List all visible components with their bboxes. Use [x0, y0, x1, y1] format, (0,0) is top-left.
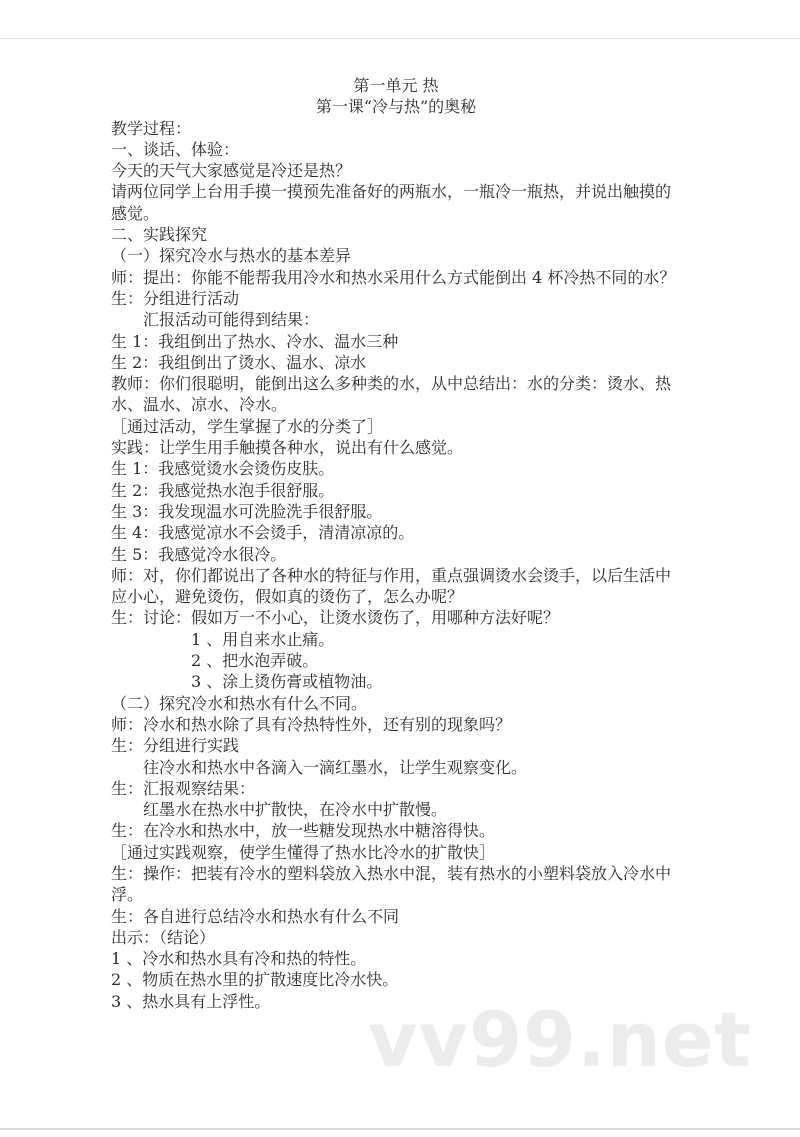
paragraph-line: 生：操作：把装有冷水的塑料袋放入热水中混，装有热水的小塑料袋放入冷水中 [111, 863, 672, 883]
paragraph-line: 生 1：我组倒出了热水、冷水、温水三种 [111, 331, 399, 351]
paragraph-line: 生：分组进行实践 [111, 736, 240, 756]
list-item: 2 、把水泡弄破。 [191, 651, 319, 671]
paragraph-line: 生：分组进行活动 [111, 288, 240, 308]
list-item: 3 、涂上烫伤膏或植物油。 [191, 672, 383, 692]
subsection-heading: （一）探究冷水与热水的基本差异 [111, 246, 352, 266]
paragraph-line: 今天的天气大家感觉是冷还是热？ [111, 161, 352, 181]
paragraph-line: 生 2：我感觉热水泡手很舒服。 [111, 480, 335, 500]
note-line: ［通过活动，学生掌握了水的分类了］ [111, 416, 384, 436]
paragraph-line: 生：在冷水和热水中，放一些糖发现热水中糖溶得快。 [111, 821, 496, 841]
paragraph-line: 汇报活动可能得到结果： [143, 310, 320, 330]
paragraph-line: 生 4：我感觉凉水不会烫手，清清凉凉的。 [111, 523, 415, 543]
paragraph-line: 应小心，避免烫伤，假如真的烫伤了，怎么办呢？ [111, 587, 464, 607]
paragraph-line: 感觉。 [111, 203, 160, 223]
page-bottom-border [0, 1128, 800, 1130]
conclusion-item: 2 、物质在热水里的扩散速度比冷水快。 [111, 970, 399, 990]
paragraph-line: 生：讨论：假如万一不小心，让烫水烫伤了，用哪种方法好呢？ [111, 608, 560, 628]
paragraph-line: 生 1：我感觉烫水会烫伤皮肤。 [111, 459, 335, 479]
note-line: ［通过实践观察，使学生懂得了热水比冷水的扩散快］ [111, 842, 496, 862]
paragraph-line: 生 3：我发现温水可洗脸洗手很舒服。 [111, 501, 383, 521]
page-top-border [0, 38, 800, 39]
paragraph-line: 生：各自进行总结冷水和热水有什么不同 [111, 906, 400, 926]
list-item: 1 、用自来水止痛。 [191, 629, 335, 649]
paragraph-line: 教师：你们很聪明，能倒出这么多种类的水，从中总结出：水的分类：烫水、热 [111, 374, 672, 394]
conclusion-item: 3 、热水具有上浮性。 [111, 991, 271, 1011]
paragraph-line: 生：汇报观察结果： [111, 778, 256, 798]
paragraph-line: 浮。 [111, 885, 144, 905]
paragraph-line: 生 5：我感觉冷水很冷。 [111, 544, 287, 564]
paragraph-line: 教学过程： [111, 118, 192, 138]
paragraph-line: 请两位同学上台用手摸一摸预先准备好的两瓶水，一瓶冷一瓶热，并说出触摸的 [111, 182, 672, 202]
document-body [111, 75, 711, 1012]
paragraph-line: 师：提出：你能不能帮我用冷水和热水采用什么方式能倒出 4 杯冷热不同的水？ [111, 267, 676, 287]
paragraph-line: 生 2：我组倒出了烫水、温水、凉水 [111, 352, 367, 372]
paragraph-line: 师：对，你们都说出了各种水的特征与作用，重点强调烫水会烫手，以后生活中 [111, 565, 672, 585]
lesson-title: 第一课“冷与热”的奥秘 [315, 97, 477, 117]
section-heading: 一、谈话、体验： [111, 139, 240, 159]
unit-title: 第一单元 热 [353, 76, 439, 95]
paragraph-line: 师：冷水和热水除了具有冷热特性外，还有别的现象吗？ [111, 714, 512, 734]
paragraph-line: 出示：（结论） [111, 927, 216, 947]
paragraph-line: 水、温水、凉水、冷水。 [111, 395, 288, 415]
conclusion-item: 1 、冷水和热水具有冷和热的特性。 [111, 949, 367, 969]
subsection-heading: （二）探究冷水和热水有什么不同。 [111, 693, 368, 713]
watermark: vv99.net [368, 995, 752, 1084]
section-heading: 二、实践探究 [111, 225, 208, 245]
paragraph-line: 实践：让学生用手触摸各种水，说出有什么感觉。 [111, 438, 464, 458]
paragraph-line: 红墨水在热水中扩散快，在冷水中扩散慢。 [143, 800, 448, 820]
paragraph-line: 往冷水和热水中各滴入一滴红墨水，让学生观察变化。 [143, 757, 528, 777]
